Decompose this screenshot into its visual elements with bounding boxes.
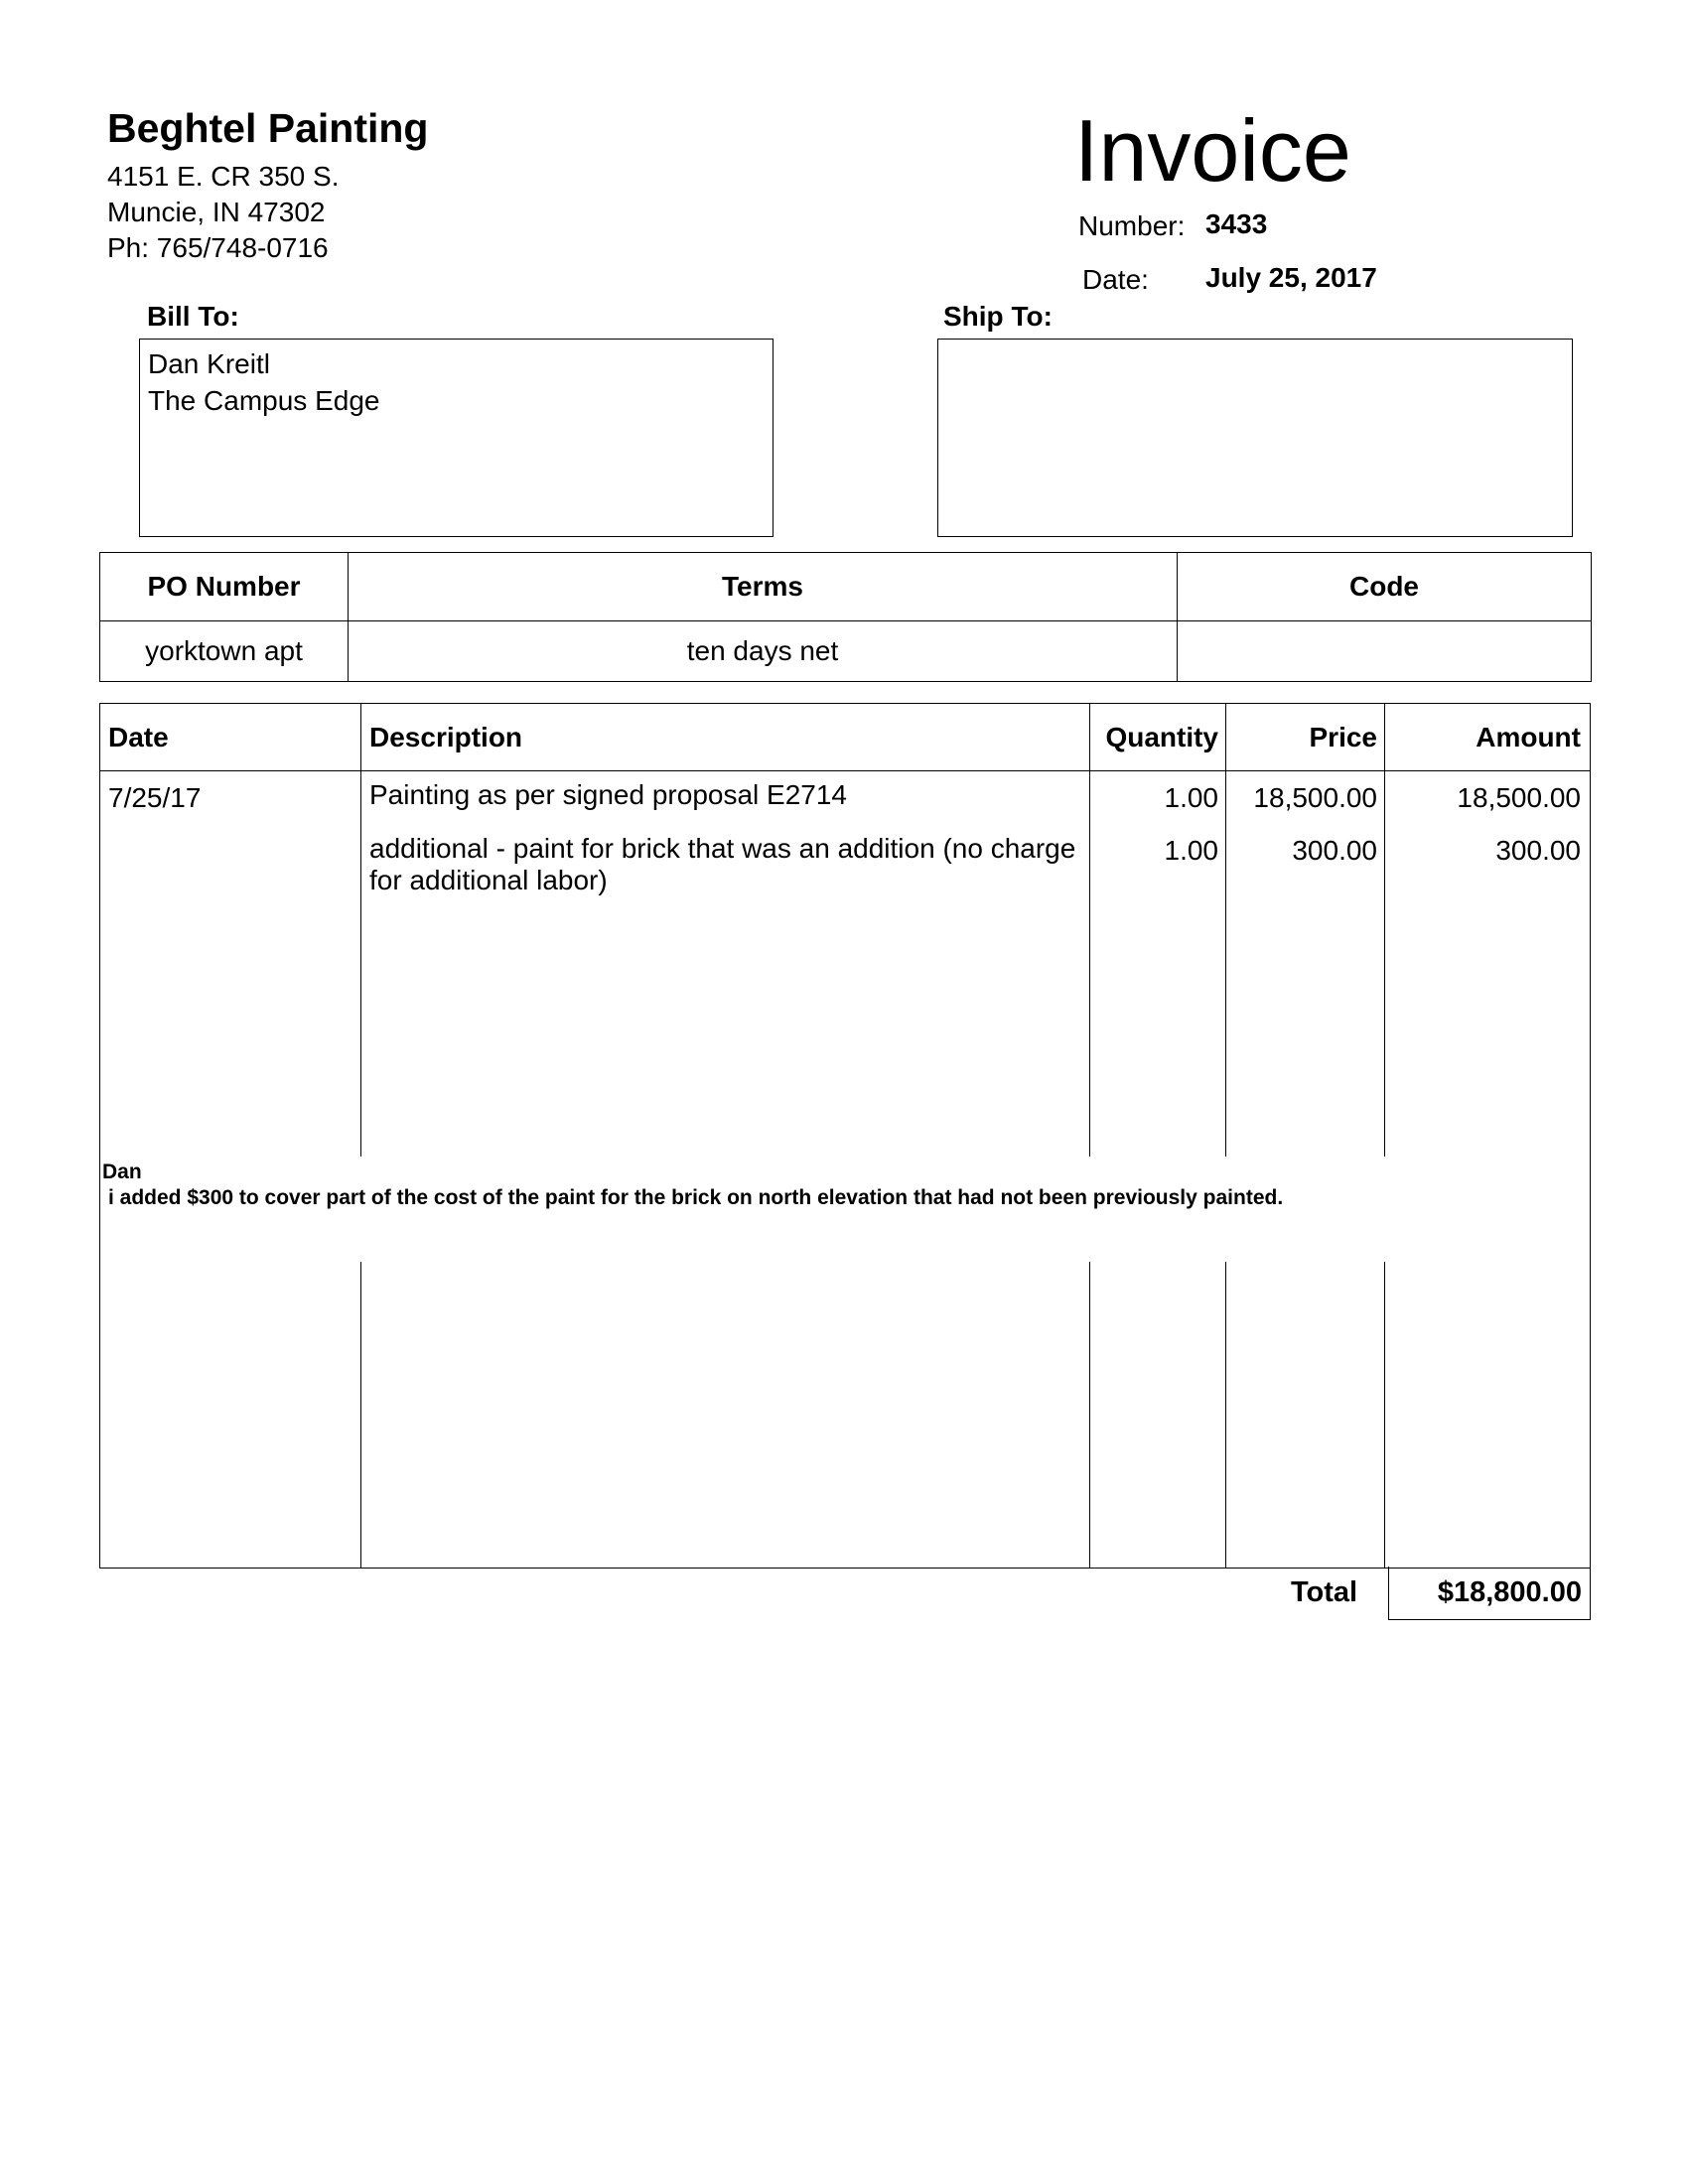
ship-to-label: Ship To: — [943, 301, 1053, 332]
total-box — [1388, 1567, 1591, 1620]
order-info-table — [99, 552, 1592, 682]
item-date: 7/25/17 — [108, 782, 202, 813]
ship-to-box — [937, 339, 1573, 537]
note-line1: Dan — [102, 1160, 142, 1183]
order-info-header-row — [100, 553, 1592, 621]
item-description: Painting as per signed proposal E2714 — [369, 779, 848, 810]
code-header: Code — [1178, 553, 1592, 621]
item-amount: 18,500.00 — [1457, 782, 1581, 813]
item-price: 300.00 — [1292, 835, 1377, 866]
item-price: 18,500.00 — [1253, 782, 1377, 813]
item-description: additional - paint for brick that was an addition (no charge — [369, 833, 1076, 864]
bill-to-line2: The Campus Edge — [148, 385, 380, 416]
total-label: Total — [1291, 1576, 1358, 1608]
terms-value: ten days net — [349, 621, 1178, 682]
column-divider — [1384, 704, 1385, 1568]
column-divider — [1225, 704, 1226, 1568]
quantity-header: Quantity — [1105, 722, 1218, 752]
date-header: Date — [108, 722, 169, 752]
item-quantity: 1.00 — [1164, 835, 1218, 866]
code-value — [1178, 621, 1592, 682]
column-divider — [1089, 704, 1090, 1568]
bill-to-line1: Dan Kreitl — [148, 348, 270, 379]
invoice-number-label: Number: — [1078, 210, 1186, 241]
amount-header: Amount — [1476, 722, 1581, 752]
bill-to-label: Bill To: — [147, 301, 239, 332]
column-divider — [360, 704, 361, 1568]
invoice-number: 3433 — [1205, 208, 1268, 239]
item-amount: 300.00 — [1495, 835, 1581, 866]
company-phone: Ph: 765/748-0716 — [107, 232, 329, 263]
item-quantity: 1.00 — [1164, 782, 1218, 813]
line-items-table — [99, 703, 1591, 1569]
description-header: Description — [369, 722, 523, 752]
invoice-date-label: Date: — [1082, 264, 1149, 295]
company-address-line2: Muncie, IN 47302 — [107, 197, 326, 227]
total-value: $18,800.00 — [1437, 1576, 1582, 1608]
order-info-value-row — [100, 621, 1592, 682]
item-description-continued: for additional labor) — [369, 865, 608, 895]
invoice-date: July 25, 2017 — [1205, 262, 1377, 293]
invoice-title: Invoice — [1074, 101, 1351, 200]
terms-header: Terms — [349, 553, 1178, 621]
price-header: Price — [1309, 722, 1377, 752]
company-name: Beghtel Painting — [107, 105, 429, 151]
note-line2: i added $300 to cover part of the cost of the paint for the brick on north elevation that had not been previously painted. — [108, 1186, 1284, 1209]
po-number-header: PO Number — [100, 553, 349, 621]
po-number-value: yorktown apt — [100, 621, 349, 682]
bill-to-address — [140, 340, 773, 419]
company-address-line1: 4151 E. CR 350 S. — [107, 161, 340, 192]
bill-to-box — [139, 339, 774, 537]
